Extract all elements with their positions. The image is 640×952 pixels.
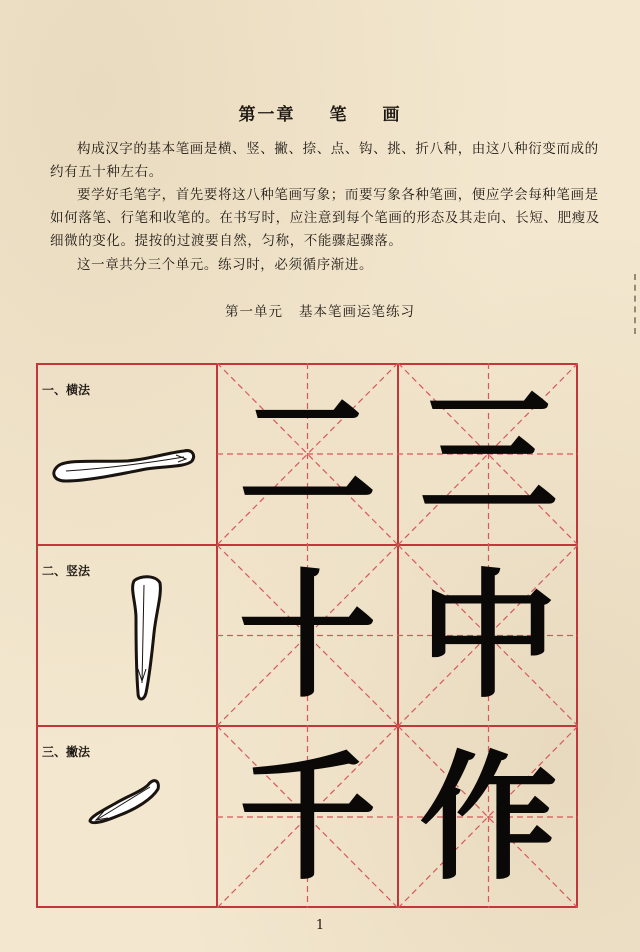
row-label-horizontal: 一、横法 bbox=[42, 383, 91, 397]
unit-label: 第一单元 bbox=[225, 304, 283, 320]
chapter-title bbox=[0, 100, 640, 125]
row-label-vertical: 二、竖法 bbox=[42, 564, 91, 578]
model-character: 千 bbox=[238, 735, 377, 899]
chapter-name-part2: 画 bbox=[382, 105, 402, 125]
practice-grid bbox=[36, 363, 578, 908]
page-number: 1 bbox=[315, 918, 325, 933]
model-character: 二 bbox=[238, 371, 377, 535]
intro-paragraph-3: 这一章共分三个单元。练习时，必须循序渐进。 bbox=[77, 257, 374, 273]
unit-name: 基本笔画运笔练习 bbox=[299, 304, 415, 320]
row-label-left-falling: 三、撇法 bbox=[42, 745, 91, 759]
chapter-name-part1: 笔 bbox=[329, 105, 349, 125]
model-character: 三 bbox=[419, 371, 558, 535]
model-character: 作 bbox=[419, 735, 558, 899]
model-character: 中 bbox=[419, 553, 558, 717]
model-character: 十 bbox=[238, 553, 377, 717]
unit-title bbox=[0, 300, 640, 320]
intro-paragraph-1: 构成汉字的基本笔画是横、竖、撇、捺、点、钩、挑、折八种，由这八种衍变而成的约有五十种左右。 bbox=[50, 141, 599, 180]
intro-paragraph-2: 要学好毛笔字，首先要将这八种笔画写象；而要写象各种笔画，便应学会每种笔画是如何落笔、行笔和收笔的。在书写时，应注意到每个笔画的形态及其走向、长短、肥瘦及细微的变化。提按的过渡要自然，匀称，不能骤起骤落。 bbox=[50, 187, 600, 249]
chapter-number: 第一章 bbox=[238, 105, 296, 125]
horizontal-stroke-diagram bbox=[54, 451, 194, 481]
vertical-stroke-diagram bbox=[133, 577, 161, 699]
left-falling-stroke-diagram bbox=[90, 781, 158, 823]
binding-edge-mark bbox=[626, 274, 636, 334]
